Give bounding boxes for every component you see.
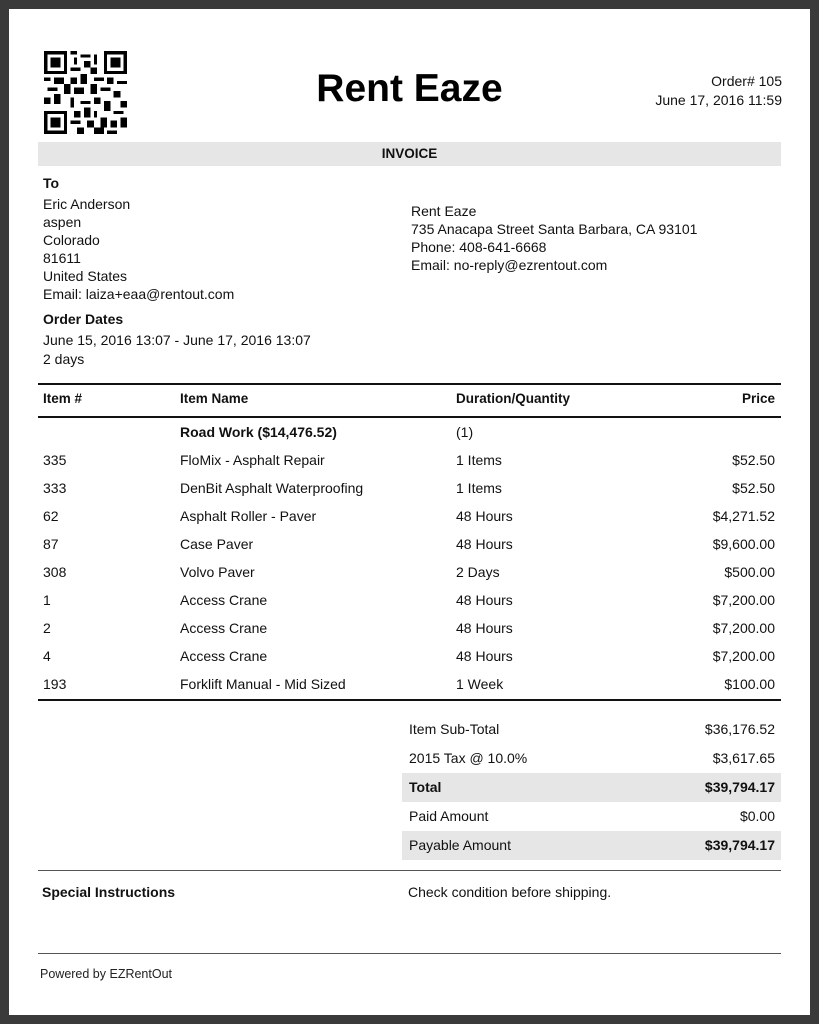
item-price: $7,200.00 [712,648,775,664]
item-price: $52.50 [732,480,775,496]
order-meta [655,72,782,110]
item-number: 335 [43,452,67,468]
customer-state: Colorado [43,232,100,248]
company-phone: Phone: 408-641-6668 [411,239,547,255]
payable-label: Payable Amount [409,837,511,853]
item-name: Forklift Manual - Mid Sized [180,676,346,692]
table-row [38,507,781,535]
table-header-rule [38,416,781,418]
powered-by: Powered by EZRentOut [40,967,173,981]
item-name: Access Crane [180,592,268,608]
table-top-rule [38,383,781,385]
table-bottom-rule [38,699,781,701]
item-quantity: 2 Days [456,564,500,580]
item-price: $100.00 [724,676,775,692]
table-header [38,391,781,417]
item-name: Road Work ($14,476.52) [180,424,337,440]
total-label: Total [409,779,442,795]
company-address: 735 Anacapa Street Santa Barbara, CA 93101 [411,221,698,237]
header-duration-quantity: Duration/Quantity [456,391,570,406]
item-price: $500.00 [724,564,775,580]
table-row [38,479,781,507]
item-number: 87 [43,536,59,552]
item-quantity: 48 Hours [456,536,513,552]
item-quantity: 48 Hours [456,592,513,608]
bill-to [43,174,234,303]
table-row [38,591,781,619]
header-item-name: Item Name [180,391,249,406]
brand-title: Rent Eaze [316,67,503,110]
item-name: Asphalt Roller - Paver [180,508,317,524]
item-number: 1 [43,592,51,608]
invoice-heading: INVOICE [38,142,781,166]
footer-rule [38,953,781,954]
item-price: $9,600.00 [712,536,775,552]
order-datetime: June 17, 2016 11:59 [655,92,782,108]
subtotal-value: $36,176.52 [704,721,775,737]
payable-value: $39,794.17 [704,837,775,853]
item-number: 4 [43,648,51,664]
special-instructions-value: Check condition before shipping. [408,884,612,900]
customer-country: United States [43,268,128,284]
total-row [402,773,781,802]
order-date-range: June 15, 2016 13:07 - June 17, 2016 13:07 [43,332,311,348]
item-price: $4,271.52 [712,508,775,524]
order-number: Order# 105 [711,73,782,89]
header-item-number: Item # [43,391,83,406]
table-row [38,563,781,591]
table-row [38,619,781,647]
tax-row [402,744,781,773]
customer-name: Eric Anderson [43,196,131,212]
special-top-rule [38,870,781,871]
item-quantity: 48 Hours [456,508,513,524]
order-duration: 2 days [43,351,85,367]
paid-row [402,802,781,831]
item-name: FloMix - Asphalt Repair [180,452,325,468]
bill-to-label: To [43,175,60,191]
table-row [38,451,781,479]
item-name: Access Crane [180,620,268,636]
table-row [38,647,781,675]
item-quantity: 1 Week [456,676,504,692]
totals-block [402,715,781,860]
subtotal-row [402,715,781,744]
item-price: $7,200.00 [712,620,775,636]
order-dates-label: Order Dates [43,311,124,327]
header-price: Price [741,391,775,406]
item-name: Case Paver [180,536,254,552]
payable-row [402,831,781,860]
total-value: $39,794.17 [704,779,775,795]
item-number: 193 [43,676,67,692]
item-price: $7,200.00 [712,592,775,608]
special-instructions-label: Special Instructions [42,884,176,900]
company-name: Rent Eaze [411,203,477,219]
item-quantity: 48 Hours [456,620,513,636]
subtotal-label: Item Sub-Total [409,721,500,737]
item-name: Volvo Paver [180,564,255,580]
tax-label: 2015 Tax @ 10.0% [409,750,528,766]
order-dates [43,310,311,369]
invoice-sheet [9,9,810,1015]
line-items [38,423,781,703]
item-quantity: (1) [456,424,474,440]
customer-city: aspen [43,214,82,230]
item-quantity: 48 Hours [456,648,513,664]
customer-email: Email: laiza+eaa@rentout.com [43,286,235,302]
company-info [411,202,697,274]
customer-zip: 81611 [43,250,81,266]
paid-value: $0.00 [739,808,775,824]
item-number: 62 [43,508,59,524]
item-name: DenBit Asphalt Waterproofing [180,480,364,496]
group-row [38,423,781,451]
tax-value: $3,617.65 [712,750,775,766]
item-number: 333 [43,480,67,496]
table-row [38,535,781,563]
item-price: $52.50 [732,452,775,468]
item-quantity: 1 Items [456,452,502,468]
item-name: Access Crane [180,648,268,664]
item-number: 2 [43,620,51,636]
item-number: 308 [43,564,67,580]
company-email: Email: no-reply@ezrentout.com [411,257,608,273]
item-quantity: 1 Items [456,480,502,496]
paid-label: Paid Amount [409,808,489,824]
